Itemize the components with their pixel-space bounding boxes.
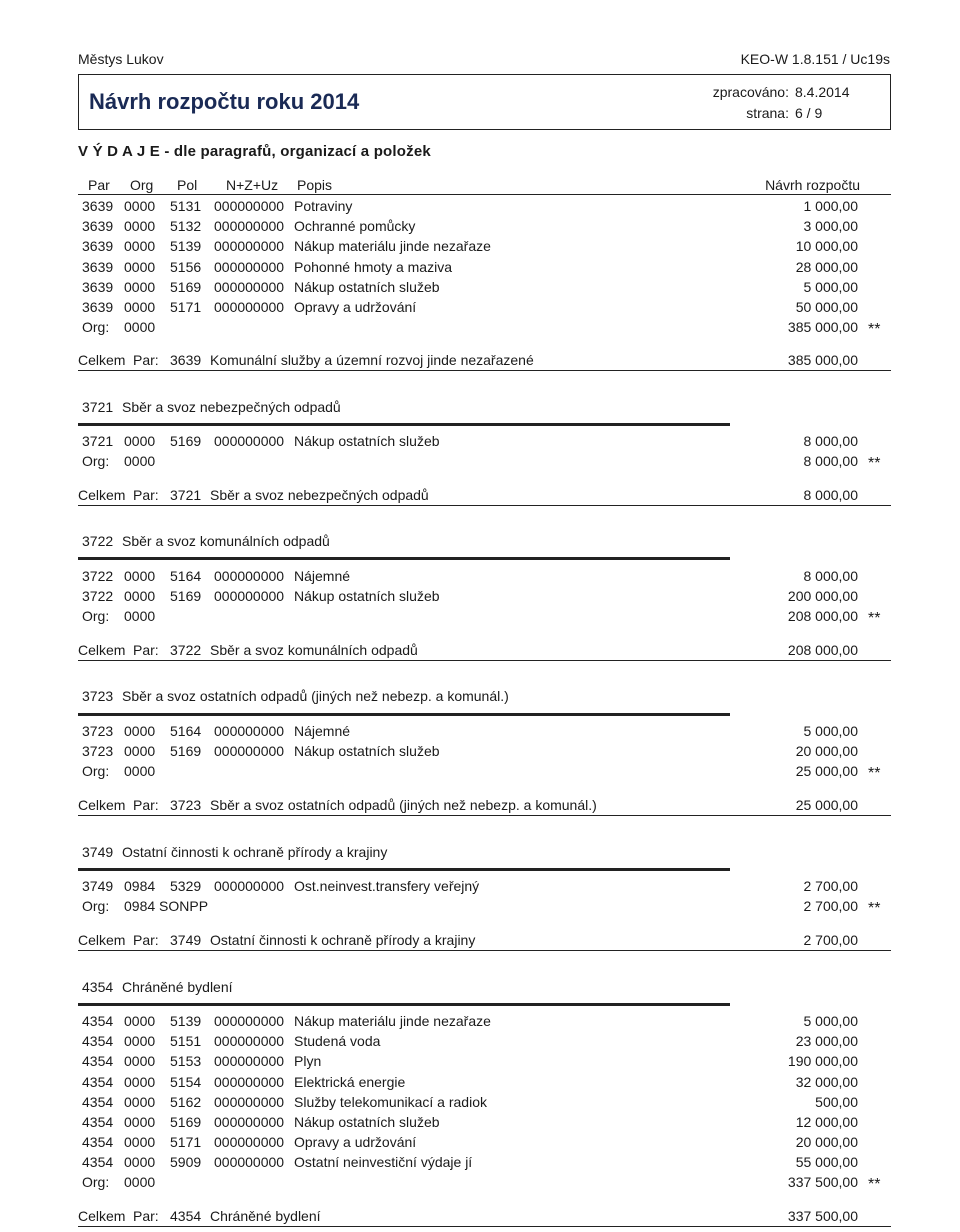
row-amount: 1 000,00	[803, 198, 858, 214]
total-rule	[78, 505, 891, 506]
row-par: 3723	[82, 723, 114, 739]
col-nzuz: N+Z+Uz	[226, 177, 279, 193]
header-rule	[78, 194, 891, 195]
total-par-label: Par:	[133, 352, 159, 368]
row-org: 0000	[124, 1073, 156, 1090]
row-amount: 28 000,00	[795, 258, 858, 275]
row-org: 0000	[124, 433, 156, 449]
total-par: 3749	[170, 932, 202, 948]
row-amount: 8 000,00	[803, 433, 858, 449]
row-par: 4354	[82, 1154, 114, 1171]
row-amount: 12 000,00	[795, 1114, 858, 1130]
row-pol: 5169	[170, 278, 202, 295]
col-org: Org	[130, 177, 154, 193]
row-org: 0000	[124, 278, 156, 295]
row-nzuz: 000000000	[214, 1053, 285, 1070]
row-pol: 5169	[170, 743, 202, 760]
row-description: Plyn	[294, 1053, 322, 1070]
row-description: Nákup ostatních služeb	[294, 433, 440, 449]
total-label: Celkem	[78, 932, 126, 948]
row-par: 3639	[82, 278, 114, 295]
row-par: 4354	[82, 1073, 114, 1090]
total-label: Celkem	[78, 642, 126, 658]
row-description: Nákup ostatních služeb	[294, 588, 440, 605]
row-nzuz: 000000000	[214, 1093, 285, 1110]
org-subtotal-amount: 8 000,00	[803, 453, 858, 469]
total-title: Sběr a svoz ostatních odpadů (jiných než nebezp. a komunál.)	[210, 797, 597, 813]
section-rule	[78, 713, 730, 716]
row-description: Ostatní neinvestiční výdaje jí	[294, 1154, 473, 1171]
row-pol: 5164	[170, 568, 202, 584]
row-description: Pohonné hmoty a maziva	[294, 258, 452, 275]
row-amount: 8 000,00	[803, 568, 858, 584]
row-par: 3721	[82, 433, 114, 449]
row-org: 0000	[124, 198, 156, 214]
row-amount: 20 000,00	[795, 1134, 858, 1151]
row-par: 3639	[82, 238, 114, 255]
org-subtotal-amount: 385 000,00	[787, 319, 858, 335]
total-title: Sběr a svoz nebezpečných odpadů	[210, 487, 429, 503]
total-amount: 2 700,00	[803, 932, 858, 948]
col-pol: Pol	[177, 177, 198, 193]
row-org: 0000	[124, 723, 156, 739]
org-subtotal-amount: 25 000,00	[795, 763, 858, 779]
total-par-label: Par:	[133, 797, 159, 813]
row-par: 3722	[82, 568, 114, 584]
row-amount: 190 000,00	[787, 1053, 858, 1070]
row-org: 0000	[124, 1013, 156, 1029]
row-nzuz: 000000000	[214, 238, 285, 255]
row-amount: 500,00	[815, 1093, 858, 1110]
section-par: 3723	[82, 688, 114, 704]
row-par: 3639	[82, 258, 114, 275]
total-title: Ostatní činnosti k ochraně přírody a krajiny	[210, 932, 476, 948]
col-popis: Popis	[297, 177, 333, 193]
total-rule	[78, 1226, 891, 1227]
org-subtotal-code: 0000	[124, 453, 156, 469]
section-par: 3721	[82, 399, 114, 415]
section-rule	[78, 557, 730, 560]
row-nzuz: 000000000	[214, 568, 285, 584]
row-amount: 20 000,00	[795, 743, 858, 760]
row-description: Nákup materiálu jinde nezařaze	[294, 238, 491, 255]
row-pol: 5169	[170, 588, 202, 605]
row-description: Elektrická energie	[294, 1073, 406, 1090]
row-description: Studená voda	[294, 1033, 381, 1050]
row-org: 0000	[124, 1053, 156, 1070]
row-nzuz: 000000000	[214, 588, 285, 605]
row-amount: 3 000,00	[803, 218, 858, 235]
processed-label: zpracováno:	[712, 84, 789, 100]
section-title: Chráněné bydlení	[122, 979, 233, 995]
row-par: 4354	[82, 1093, 114, 1110]
section-par: 4354	[82, 979, 114, 995]
total-title: Chráněné bydlení	[210, 1208, 321, 1224]
title-box	[78, 74, 891, 130]
row-description: Nákup ostatních služeb	[294, 743, 440, 760]
row-pol: 5329	[170, 878, 202, 894]
row-description: Potraviny	[294, 198, 353, 214]
row-par: 4354	[82, 1134, 114, 1151]
row-par: 3722	[82, 588, 114, 605]
total-par: 3721	[170, 487, 202, 503]
row-description: Ochranné pomůcky	[294, 218, 416, 235]
row-amount: 50 000,00	[795, 299, 858, 315]
row-org: 0000	[124, 743, 156, 760]
total-label: Celkem	[78, 352, 126, 368]
row-pol: 5154	[170, 1073, 202, 1090]
row-org: 0000	[124, 1154, 156, 1171]
row-pol: 5151	[170, 1033, 202, 1050]
row-nzuz: 000000000	[214, 198, 285, 214]
section-par: 3722	[82, 533, 114, 549]
row-org: 0000	[124, 258, 156, 275]
total-title: Sběr a svoz komunálních odpadů	[210, 642, 418, 658]
row-org: 0000	[124, 218, 156, 235]
col-amount: Návrh rozpočtu	[765, 177, 860, 193]
row-nzuz: 000000000	[214, 433, 285, 449]
row-pol: 5164	[170, 723, 202, 739]
page-title: Návrh rozpočtu roku 2014	[89, 89, 360, 114]
row-amount: 2 700,00	[803, 878, 858, 894]
row-pol: 5139	[170, 238, 202, 255]
row-description: Opravy a udržování	[294, 1134, 417, 1151]
subtotal-stars: **	[868, 321, 881, 338]
row-nzuz: 000000000	[214, 218, 285, 235]
row-nzuz: 000000000	[214, 1134, 285, 1151]
row-org: 0000	[124, 1033, 156, 1050]
total-par-label: Par:	[133, 642, 159, 658]
row-amount: 5 000,00	[803, 723, 858, 739]
org-subtotal-amount: 337 500,00	[787, 1174, 858, 1190]
org-subtotal-code: 0000	[124, 1174, 156, 1190]
row-nzuz: 000000000	[214, 1073, 285, 1090]
row-par: 3639	[82, 218, 114, 235]
row-nzuz: 000000000	[214, 723, 285, 739]
row-org: 0000	[124, 1093, 156, 1110]
total-rule	[78, 660, 891, 661]
row-org: 0984	[124, 878, 156, 894]
page-number: 6 / 9	[795, 105, 823, 121]
total-par-label: Par:	[133, 932, 159, 948]
row-pol: 5169	[170, 1114, 202, 1130]
row-nzuz: 000000000	[214, 743, 285, 760]
row-org: 0000	[124, 1114, 156, 1130]
total-label: Celkem	[78, 1208, 126, 1224]
row-nzuz: 000000000	[214, 878, 285, 894]
total-amount: 208 000,00	[787, 642, 858, 658]
org-subtotal-code: 0000	[124, 763, 156, 779]
row-org: 0000	[124, 238, 156, 255]
section-title: Sběr a svoz komunálních odpadů	[122, 533, 330, 549]
subtotal-stars: **	[868, 1176, 881, 1193]
total-par-label: Par:	[133, 487, 159, 503]
row-org: 0000	[124, 568, 156, 584]
section-par: 3749	[82, 844, 114, 860]
section-rule	[78, 1003, 730, 1006]
row-org: 0000	[124, 1134, 156, 1151]
row-description: Nákup ostatních služeb	[294, 1114, 440, 1130]
total-amount: 8 000,00	[803, 487, 858, 503]
row-pol: 5162	[170, 1093, 202, 1110]
software-version: KEO-W 1.8.151 / Uc19s	[740, 51, 890, 67]
row-nzuz: 000000000	[214, 1114, 285, 1130]
total-amount: 25 000,00	[795, 797, 858, 813]
subtotal-stars: **	[868, 765, 881, 782]
row-amount: 10 000,00	[795, 238, 858, 255]
org-subtotal-label: Org:	[82, 898, 110, 914]
total-label: Celkem	[78, 797, 126, 813]
row-par: 3723	[82, 743, 114, 760]
row-pol: 5171	[170, 299, 202, 315]
row-pol: 5171	[170, 1134, 202, 1151]
org-subtotal-label: Org:	[82, 1174, 110, 1190]
row-pol: 5153	[170, 1053, 202, 1070]
row-pol: 5131	[170, 198, 202, 214]
row-org: 0000	[124, 299, 156, 315]
org-subtotal-code: 0000	[124, 319, 156, 335]
subtotal-stars: **	[868, 455, 881, 472]
org-subtotal-label: Org:	[82, 608, 110, 624]
total-title: Komunální služby a územní rozvoj jinde nezařazené	[210, 352, 534, 368]
report-subtitle: V Ý D A J E - dle paragrafů, organizací a položek	[78, 143, 431, 160]
row-description: Opravy a udržování	[294, 299, 417, 315]
total-rule	[78, 815, 891, 816]
processed-date: 8.4.2014	[795, 84, 850, 100]
row-description: Služby telekomunikací a radiok	[294, 1093, 487, 1110]
row-amount: 5 000,00	[803, 278, 858, 295]
total-par: 4354	[170, 1208, 202, 1224]
row-amount: 5 000,00	[803, 1013, 858, 1029]
row-org: 0000	[124, 588, 156, 605]
row-par: 4354	[82, 1114, 114, 1130]
row-description: Nákup ostatních služeb	[294, 278, 440, 295]
total-amount: 385 000,00	[787, 352, 858, 368]
row-description: Nákup materiálu jinde nezařaze	[294, 1013, 491, 1029]
row-nzuz: 000000000	[214, 1154, 285, 1171]
subtotal-stars: **	[868, 900, 881, 917]
row-amount: 55 000,00	[795, 1154, 858, 1171]
row-description: Nájemné	[294, 568, 351, 584]
total-par: 3639	[170, 352, 202, 368]
subtotal-stars: **	[868, 610, 881, 627]
org-subtotal-amount: 208 000,00	[787, 608, 858, 624]
row-nzuz: 000000000	[214, 278, 285, 295]
total-par-label: Par:	[133, 1208, 159, 1224]
row-nzuz: 000000000	[214, 1033, 285, 1050]
row-pol: 5909	[170, 1154, 202, 1171]
total-rule	[78, 370, 891, 371]
section-rule	[78, 868, 730, 871]
section-title: Sběr a svoz nebezpečných odpadů	[122, 399, 341, 415]
org-subtotal-code: 0000	[124, 608, 156, 624]
row-description: Ost.neinvest.transfery veřejný	[294, 878, 480, 894]
section-title: Ostatní činnosti k ochraně přírody a krajiny	[122, 844, 388, 860]
col-par: Par	[88, 177, 110, 193]
org-subtotal-label: Org:	[82, 763, 110, 779]
row-par: 4354	[82, 1053, 114, 1070]
row-pol: 5132	[170, 218, 202, 235]
total-par: 3722	[170, 642, 202, 658]
org-subtotal-code: 0984 SONPP	[124, 898, 209, 914]
municipality-name: Městys Lukov	[78, 51, 164, 67]
row-amount: 32 000,00	[795, 1073, 858, 1090]
row-description: Nájemné	[294, 723, 351, 739]
section-title: Sběr a svoz ostatních odpadů (jiných než nebezp. a komunál.)	[122, 688, 509, 704]
row-nzuz: 000000000	[214, 299, 285, 315]
total-par: 3723	[170, 797, 202, 813]
section-rule	[78, 423, 730, 426]
row-pol: 5139	[170, 1013, 202, 1029]
row-par: 3639	[82, 299, 114, 315]
org-subtotal-label: Org:	[82, 319, 110, 335]
row-nzuz: 000000000	[214, 1013, 285, 1029]
row-nzuz: 000000000	[214, 258, 285, 275]
row-par: 4354	[82, 1013, 114, 1029]
total-amount: 337 500,00	[787, 1208, 858, 1224]
row-par: 4354	[82, 1033, 114, 1050]
row-par: 3749	[82, 878, 114, 894]
row-amount: 200 000,00	[787, 588, 858, 605]
row-par: 3639	[82, 198, 114, 214]
row-pol: 5169	[170, 433, 202, 449]
row-pol: 5156	[170, 258, 202, 275]
org-subtotal-amount: 2 700,00	[803, 898, 858, 914]
row-amount: 23 000,00	[795, 1033, 858, 1050]
total-label: Celkem	[78, 487, 126, 503]
org-subtotal-label: Org:	[82, 453, 110, 469]
page-label: strana:	[746, 105, 789, 121]
total-rule	[78, 950, 891, 951]
